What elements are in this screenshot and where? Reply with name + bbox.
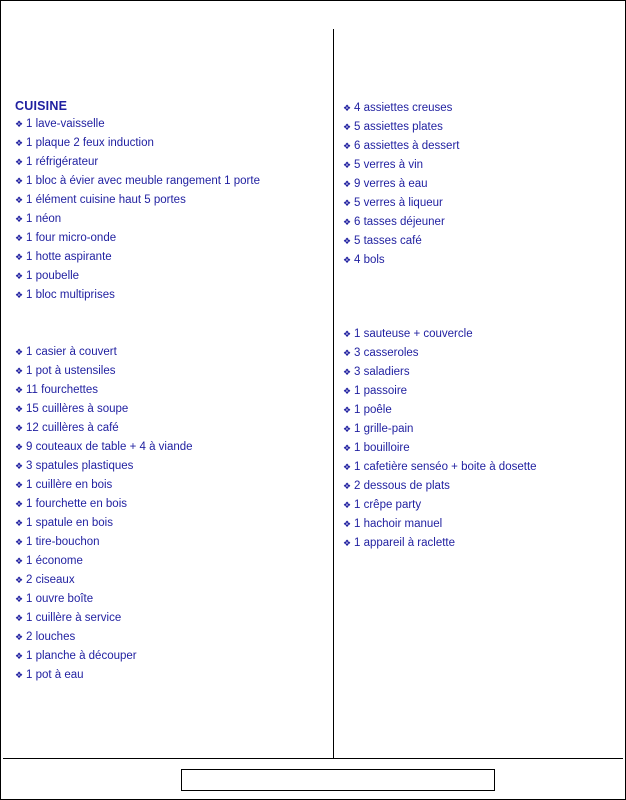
- list-item-label: 6 assiettes à dessert: [354, 140, 460, 152]
- list-item: [343, 344, 537, 363]
- list-item-label: 3 spatules plastiques: [26, 460, 134, 472]
- list-item: [15, 400, 193, 419]
- list-item-label: 12 cuillères à café: [26, 422, 119, 434]
- list-item-label: 1 grille-pain: [354, 423, 414, 435]
- bullet-icon: ❖: [343, 443, 352, 453]
- list-item-label: 15 cuillères à soupe: [26, 403, 129, 415]
- list-item: [343, 420, 537, 439]
- list-item-label: 1 cuillère à service: [26, 612, 122, 624]
- bullet-icon: ❖: [15, 195, 24, 205]
- bullet-icon: ❖: [15, 404, 24, 414]
- bullet-icon: ❖: [15, 651, 24, 661]
- list-item: [15, 666, 193, 685]
- list-item: [15, 343, 193, 362]
- list-item-label: 9 couteaux de table + 4 à viande: [26, 441, 193, 453]
- bullet-icon: ❖: [15, 214, 24, 224]
- bullet-icon: ❖: [343, 141, 352, 151]
- list-cookware: [343, 325, 537, 553]
- list-item-label: 11 fourchettes: [26, 384, 99, 396]
- list-item: [343, 251, 459, 270]
- list-item-label: 1 économe: [26, 555, 83, 567]
- bullet-icon: ❖: [15, 252, 24, 262]
- list-item-label: 5 assiettes plates: [354, 121, 443, 133]
- bullet-icon: ❖: [15, 157, 24, 167]
- list-item: [343, 175, 459, 194]
- list-utensils: [15, 343, 193, 685]
- footer-divider-line: [3, 758, 623, 759]
- bullet-icon: ❖: [15, 499, 24, 509]
- list-item: [343, 363, 537, 382]
- list-item: [15, 438, 193, 457]
- list-item-label: 1 crêpe party: [354, 499, 422, 511]
- list-item: [343, 401, 537, 420]
- bullet-icon: ❖: [15, 423, 24, 433]
- list-item: [15, 115, 260, 134]
- bullet-icon: ❖: [343, 198, 352, 208]
- bullet-icon: ❖: [15, 290, 24, 300]
- bullet-icon: ❖: [15, 347, 24, 357]
- list-item-label: 1 bouilloire: [354, 442, 410, 454]
- bullet-icon: ❖: [343, 255, 352, 265]
- bullet-icon: ❖: [343, 236, 352, 246]
- bullet-icon: ❖: [15, 233, 24, 243]
- list-item: [15, 362, 193, 381]
- list-item: [15, 229, 260, 248]
- list-item: [343, 213, 459, 232]
- bullet-icon: ❖: [15, 366, 24, 376]
- list-item-label: 9 verres à eau: [354, 178, 428, 190]
- list-item-label: 1 néon: [26, 213, 62, 225]
- tableware-list: [343, 99, 459, 270]
- bullet-icon: ❖: [343, 122, 352, 132]
- list-item-label: 1 four micro-onde: [26, 232, 117, 244]
- bullet-icon: ❖: [343, 500, 352, 510]
- list-item: [343, 194, 459, 213]
- bullet-icon: ❖: [343, 405, 352, 415]
- list-item-label: 1 bloc multiprises: [26, 289, 115, 301]
- list-item-label: 5 verres à liqueur: [354, 197, 443, 209]
- bullet-icon: ❖: [15, 670, 24, 680]
- list-item: [343, 99, 459, 118]
- list-item: [343, 458, 537, 477]
- list-item-label: 1 cafetière senséo + boite à dosette: [354, 461, 537, 473]
- list-item: [15, 533, 193, 552]
- bullet-icon: ❖: [343, 386, 352, 396]
- bullet-icon: ❖: [343, 519, 352, 529]
- list-item: [15, 590, 193, 609]
- bullet-icon: ❖: [343, 160, 352, 170]
- bullet-icon: ❖: [343, 103, 352, 113]
- list-item: [343, 325, 537, 344]
- list-item-label: 1 spatule en bois: [26, 517, 113, 529]
- list-item-label: 1 ouvre boîte: [26, 593, 94, 605]
- list-item-label: 1 élément cuisine haut 5 portes: [26, 194, 186, 206]
- footer-box: [181, 769, 495, 791]
- bullet-icon: ❖: [343, 538, 352, 548]
- list-item-label: 5 verres à vin: [354, 159, 424, 171]
- list-item: [15, 552, 193, 571]
- bullet-icon: ❖: [343, 179, 352, 189]
- list-item-label: 3 saladiers: [354, 366, 410, 378]
- list-item: [343, 137, 459, 156]
- bullet-icon: ❖: [343, 348, 352, 358]
- bullet-icon: ❖: [343, 217, 352, 227]
- list-appliances: [15, 115, 260, 305]
- bullet-icon: ❖: [15, 138, 24, 148]
- list-item: [15, 267, 260, 286]
- list-item: [343, 515, 537, 534]
- bullet-icon: ❖: [15, 461, 24, 471]
- column-divider-line: [333, 29, 334, 759]
- list-item: [15, 419, 193, 438]
- list-tableware: [343, 99, 459, 270]
- list-item: [15, 210, 260, 229]
- list-item-label: 1 hachoir manuel: [354, 518, 443, 530]
- bullet-icon: ❖: [15, 518, 24, 528]
- list-item: [15, 248, 260, 267]
- list-item-label: 1 appareil à raclette: [354, 537, 456, 549]
- list-item: [15, 628, 193, 647]
- list-item-label: 2 dessous de plats: [354, 480, 450, 492]
- list-item-label: 1 planche à découper: [26, 650, 137, 662]
- list-item: [15, 153, 260, 172]
- list-item-label: 1 pot à ustensiles: [26, 365, 116, 377]
- bullet-icon: ❖: [343, 481, 352, 491]
- list-item-label: 1 plaque 2 feux induction: [26, 137, 154, 149]
- list-item-label: 1 pot à eau: [26, 669, 84, 681]
- list-item-label: 5 tasses café: [354, 235, 422, 247]
- list-item-label: 1 bloc à évier avec meuble rangement 1 porte: [26, 175, 260, 187]
- list-item-label: 1 sauteuse + couvercle: [354, 328, 473, 340]
- list-item-label: 1 réfrigérateur: [26, 156, 99, 168]
- list-item-label: 1 casier à couvert: [26, 346, 117, 358]
- list-item-label: 3 casseroles: [354, 347, 419, 359]
- bullet-icon: ❖: [15, 556, 24, 566]
- bullet-icon: ❖: [15, 537, 24, 547]
- list-item: [15, 286, 260, 305]
- list-item: [15, 609, 193, 628]
- list-item: [343, 156, 459, 175]
- bullet-icon: ❖: [15, 594, 24, 604]
- list-item-label: 6 tasses déjeuner: [354, 216, 445, 228]
- list-item: [15, 495, 193, 514]
- bullet-icon: ❖: [15, 271, 24, 281]
- bullet-icon: ❖: [15, 119, 24, 129]
- kitchen-utensils-list: [15, 343, 193, 685]
- list-item: [15, 514, 193, 533]
- cookware-list: [343, 325, 537, 553]
- list-item-label: 2 ciseaux: [26, 574, 75, 586]
- list-item-label: 1 poêle: [354, 404, 392, 416]
- list-item-label: 1 passoire: [354, 385, 408, 397]
- bullet-icon: ❖: [15, 480, 24, 490]
- bullet-icon: ❖: [15, 176, 24, 186]
- list-item-label: 1 fourchette en bois: [26, 498, 128, 510]
- list-item: [15, 191, 260, 210]
- list-item: [343, 382, 537, 401]
- bullet-icon: ❖: [15, 632, 24, 642]
- bullet-icon: ❖: [343, 424, 352, 434]
- list-item: [343, 439, 537, 458]
- list-item-label: 4 bols: [354, 254, 385, 266]
- kitchen-appliances-list: [15, 115, 260, 305]
- list-item: [15, 457, 193, 476]
- bullet-icon: ❖: [15, 575, 24, 585]
- list-item: [343, 118, 459, 137]
- list-item: [343, 477, 537, 496]
- list-item-label: 1 lave-vaisselle: [26, 118, 105, 130]
- bullet-icon: ❖: [343, 462, 352, 472]
- list-item-label: 1 poubelle: [26, 270, 80, 282]
- bullet-icon: ❖: [15, 385, 24, 395]
- list-item: [15, 381, 193, 400]
- list-item-label: 4 assiettes creuses: [354, 102, 453, 114]
- list-item: [15, 571, 193, 590]
- list-item: [343, 496, 537, 515]
- bullet-icon: ❖: [343, 329, 352, 339]
- list-item: [15, 647, 193, 666]
- list-item-label: 2 louches: [26, 631, 76, 643]
- list-item-label: 1 tire-bouchon: [26, 536, 100, 548]
- list-item: [343, 534, 537, 553]
- page-title: CUISINE: [15, 99, 68, 113]
- list-item-label: 1 cuillère en bois: [26, 479, 113, 491]
- bullet-icon: ❖: [15, 613, 24, 623]
- list-item: [15, 134, 260, 153]
- list-item: [15, 172, 260, 191]
- list-item: [15, 476, 193, 495]
- bullet-icon: ❖: [15, 442, 24, 452]
- list-item-label: 1 hotte aspirante: [26, 251, 112, 263]
- bullet-icon: ❖: [343, 367, 352, 377]
- list-item: [343, 232, 459, 251]
